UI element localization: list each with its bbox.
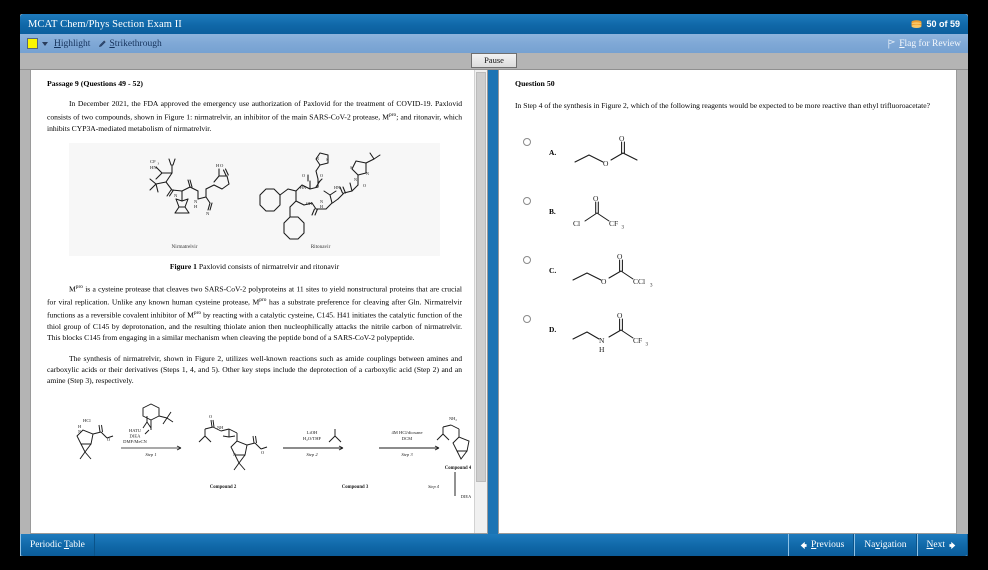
- trifluoroacetyl-chloride-svg: [565, 189, 675, 233]
- atom-label-oh: OH: [305, 201, 312, 207]
- highlight-button[interactable]: Highlight: [54, 38, 91, 49]
- strikethrough-label-rest: trikethrough: [114, 38, 162, 49]
- atom-label-hn-left: HN: [299, 185, 306, 191]
- atom-label-nitrile: N: [205, 211, 209, 217]
- periodic-table-label: Periodic Table: [30, 540, 85, 550]
- navigation-buttons: [788, 534, 968, 556]
- step-1-label: Step 1: [145, 451, 157, 457]
- compound-4-label: Compound 4: [444, 465, 471, 471]
- passage-paragraph-1: [47, 98, 462, 134]
- hcl-label: HCl: [83, 417, 91, 423]
- p2c: has a substrate preference for cleaving after Gln. Nirmatrelvir functions as a reversible covalent inhibitor of M: [47, 297, 463, 320]
- answer-choice-d[interactable]: [515, 305, 944, 355]
- atom-label-b-carbonyl-o: O: [593, 194, 599, 204]
- periodic-table-button[interactable]: [20, 534, 95, 556]
- chevron-down-icon[interactable]: [42, 42, 48, 46]
- pause-bar: [20, 53, 968, 70]
- answer-choice-b[interactable]: [515, 187, 944, 233]
- passage-scrollbar-thumb[interactable]: [476, 72, 486, 482]
- atom-label-pyrr-h: H: [215, 163, 219, 169]
- atom-label-ccl3-sub: 3: [650, 283, 653, 289]
- passage-panel: [30, 70, 488, 534]
- atom-label-o-carbamate: O: [301, 173, 305, 179]
- radio-button-a[interactable]: [523, 138, 531, 146]
- p2sup1: pro: [75, 283, 83, 290]
- answer-letter-d: D.: [549, 325, 557, 335]
- c2-o2: O: [261, 449, 265, 455]
- p2d: by reacting with a catalytic cysteine, C145. H41 initiates the catalytic function of the thiol group of C145 by deprotonation, and the resulting thiolate anion then nucleophilically attacks the nitrile carbon of nirmatrelvir. This blocks C145 from engaging in a similar mechanism when cleaving the peptide bond of a SARS-CoV-2 polypeptide.: [47, 310, 463, 343]
- figure-1-caption: [47, 261, 462, 272]
- step-1-reagent-1: HATU: [128, 427, 142, 433]
- atom-label-n: N: [173, 193, 177, 199]
- atom-label-hn-right: HN: [333, 185, 340, 191]
- exam-window: [20, 14, 968, 556]
- next-button[interactable]: [917, 534, 968, 556]
- passage-scrollbar[interactable]: [474, 70, 487, 533]
- flag-label[interactable]: Flag for Review: [899, 38, 961, 49]
- stack-icon: [911, 20, 922, 29]
- passage-paragraph-1-text: In December 2021, the FDA approved the emergency use authorization of Paxlovid for the treatment of COVID-19. Paxlovid consists of two compounds, shown in Figure 1: nirmatrelvir, an inhibitor of the main SARS-CoV-2 protease, M: [47, 99, 463, 122]
- atom-label-nh-mid: N: [319, 199, 323, 205]
- c2-o: O: [209, 413, 213, 419]
- ritonavir-structure: [258, 147, 384, 253]
- atom-label-ester-o: O: [603, 159, 609, 169]
- flag-icon[interactable]: [887, 39, 896, 49]
- arrow-right-icon: [949, 541, 958, 550]
- question-counter: [911, 19, 960, 29]
- atom-label-c-ester-o: O: [601, 277, 607, 287]
- exam-title: MCAT Chem/Phys Section Exam II: [28, 18, 182, 30]
- question-content: [499, 70, 956, 533]
- atom-label-pyrr-o: O: [219, 163, 223, 169]
- atom-label-h: H: [193, 204, 197, 210]
- navigation-label: Navigation: [864, 540, 907, 550]
- flag-label-rest: lag for Review: [904, 38, 961, 49]
- c2-nh: NH: [217, 424, 224, 430]
- radio-button-b[interactable]: [523, 197, 531, 205]
- step-4-label: Step 4: [428, 483, 439, 489]
- highlight-label-rest: ighlight: [60, 38, 91, 49]
- step-3-reagent-1: 4M HCl/dioxane: [391, 429, 423, 435]
- figure-1: [69, 143, 440, 255]
- atom-label-thiazole-n: N: [315, 156, 319, 162]
- strikethrough-button[interactable]: Strikethrough: [109, 38, 162, 49]
- atom-label-amide-h: H: [599, 345, 605, 355]
- atom-label-nh: N: [193, 199, 197, 205]
- atom-label-thiazole2-s: S: [349, 165, 352, 171]
- p2b: is a cysteine protease that cleaves two SARS-CoV-2 polyproteins at 11 sites to yield nonstructural proteins that are crucial for viral replication. Unlike any known human cysteine protease, M: [47, 284, 463, 307]
- figure-1-structures: [69, 147, 440, 253]
- previous-button[interactable]: [788, 534, 854, 556]
- question-title: Question 50: [515, 79, 555, 88]
- nirmatrelvir-structure: [126, 149, 244, 253]
- start-nh-n: N: [78, 428, 82, 434]
- arrow-left-icon: [798, 541, 807, 550]
- nirmatrelvir-label: Nirmatrelvir: [171, 244, 198, 251]
- atom-label-o-urea: O: [362, 183, 366, 189]
- atom-label-carbonyl-o: O: [619, 134, 625, 144]
- annotation-toolbar: [20, 34, 968, 53]
- start-o-ester: O: [107, 436, 111, 442]
- answer-letter-a: A.: [549, 148, 557, 158]
- title-bar: [20, 14, 968, 34]
- atom-label-hn: HN: [149, 165, 157, 171]
- figure-1-caption-text: Paxlovid consists of nirmatrelvir and ritonavir: [198, 261, 340, 271]
- atom-label-n-urea: N: [353, 177, 357, 183]
- atom-label-cf3-d-sub: 3: [645, 342, 648, 348]
- ritonavir-svg: [258, 147, 384, 241]
- question-stem: In Step 4 of the synthesis in Figure 2, which of the following reagents would be expected to be more reactive than ethyl trifluoroacetate?: [515, 101, 930, 111]
- pencil-icon[interactable]: [98, 39, 107, 48]
- atom-label-o-double: O: [319, 173, 323, 179]
- compound-2-label: Compound 2: [209, 484, 237, 490]
- highlight-color-swatch[interactable]: [27, 38, 38, 49]
- nirmatrelvir-svg: [126, 149, 244, 241]
- pause-button[interactable]: Pause: [471, 53, 517, 68]
- step-2-reagent-2: H₂O/THF: [302, 435, 322, 441]
- flag-for-review-button[interactable]: [887, 39, 961, 49]
- radio-button-c[interactable]: [523, 256, 531, 264]
- compound-3-label: Compound 3: [341, 484, 369, 490]
- atom-label-thiazole2-n: N: [365, 171, 369, 177]
- step-3-reagent-2: DCM: [401, 435, 413, 441]
- passage-paragraph-2: [47, 282, 462, 344]
- step-3-label: Step 3: [401, 451, 413, 457]
- p2sup2: pro: [259, 296, 267, 303]
- passage-paragraph-3: The synthesis of nirmatrelvir, shown in Figure 2, utilizes well-known reactions such as amide couplings between amines and carboxylic acids or their derivatives (Steps 1, 4, and 5). Other key steps include the deprotection of a carboxylic acid (Step 2) and an amine (Step 3), respectively.: [47, 353, 463, 386]
- answer-choice-c[interactable]: [515, 246, 944, 292]
- question-panel: [498, 70, 957, 534]
- start-nh-h: H: [78, 423, 82, 429]
- step-4-reagent-1: DIEA: [460, 493, 471, 499]
- p2sup3: pro: [193, 309, 202, 316]
- c2-n: N: [233, 451, 237, 457]
- atom-label-cf3: CF: [149, 159, 156, 165]
- atom-label-cf3-b: CF: [609, 219, 619, 229]
- figure-1-caption-label: Figure 1: [169, 261, 197, 271]
- bottom-toolbar: [20, 534, 968, 556]
- ethyl-acetate-svg: [565, 130, 675, 174]
- bottom-spacer: [95, 534, 788, 556]
- ethyl-trichloroacetate-svg: [565, 248, 685, 292]
- passage-paragraph-1-tail: ; and ritonavir, which inhibits CYP3A-mediated metabolism of nirmatrelvir.: [47, 112, 463, 133]
- atom-label-amide-n: N: [599, 336, 605, 346]
- structure-trifluoroacetyl-chloride: [565, 189, 675, 233]
- passage-content: [31, 70, 474, 533]
- atom-label-c-carbonyl-o: O: [617, 252, 623, 262]
- content-area: [20, 70, 968, 534]
- next-label: Next: [926, 540, 945, 550]
- structure-ethyl-acetate: [565, 130, 675, 174]
- ritonavir-label: Ritonavir: [310, 244, 331, 251]
- figure-2: [47, 396, 471, 500]
- answer-letter-b: B.: [549, 207, 556, 217]
- atom-label-cf3-b-sub: 3: [621, 225, 624, 231]
- highlight-tool[interactable]: [27, 38, 90, 49]
- atom-label-d-carbonyl-o: O: [617, 311, 623, 321]
- step-1-reagent-3: DMF/MeCN: [123, 438, 147, 444]
- answer-choice-a[interactable]: [515, 128, 944, 174]
- atom-label-ccl3: CCl: [633, 277, 646, 287]
- atom-label-cf3-d: CF: [633, 336, 643, 346]
- figure-2-svg: [47, 396, 471, 500]
- step-2-label: Step 2: [306, 451, 318, 457]
- c4-nh2: NH₂: [449, 415, 457, 421]
- atom-label-h-mid: H: [319, 204, 323, 210]
- atom-label-thiazole-s: S: [325, 157, 328, 163]
- n-ethyl-trifluoroacetamide-svg: [565, 307, 685, 355]
- question-counter-label: 50 of 59: [926, 19, 960, 29]
- atom-label-cf3-sub: 3: [157, 161, 159, 166]
- structure-n-ethyl-trifluoroacetamide: [565, 307, 685, 355]
- panel-divider[interactable]: [488, 70, 498, 534]
- step-1-reagent-2: DIEA: [129, 433, 141, 439]
- structure-ethyl-trichloroacetate: [565, 248, 685, 292]
- atom-label-cl: Cl: [573, 219, 581, 229]
- radio-button-d[interactable]: [523, 315, 531, 323]
- previous-label: Previous: [811, 540, 845, 550]
- p2a: M: [69, 284, 76, 294]
- passage-paragraph-1-sup: pro: [389, 111, 397, 118]
- step-2-reagent-1: LiOH: [306, 429, 318, 435]
- passage-title: Passage 9 (Questions 49 - 52): [47, 79, 143, 88]
- answer-letter-c: C.: [549, 266, 557, 276]
- navigation-button[interactable]: [854, 534, 916, 556]
